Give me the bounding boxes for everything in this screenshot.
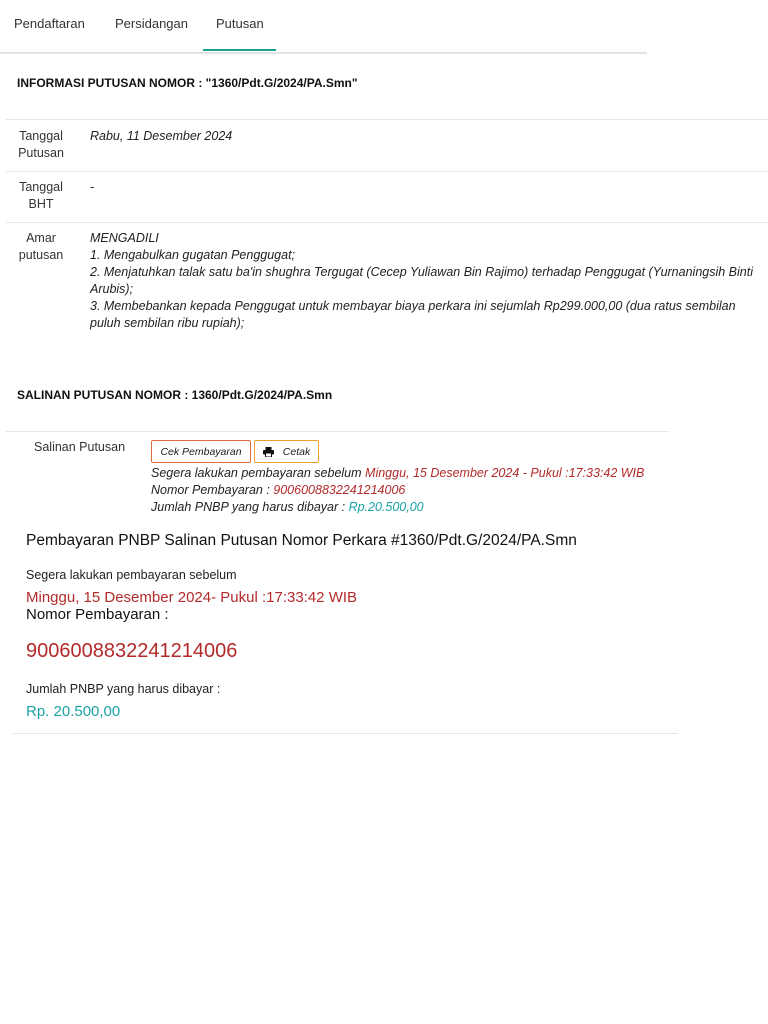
salinan-segera: Segera lakukan pembayaran sebelum Minggu, 15 Desember 2024 - Pukul :17:33:42 WIB bbox=[151, 466, 645, 480]
divider bbox=[6, 431, 669, 432]
salinan-jumlah-value: Rp.20.500,00 bbox=[348, 500, 424, 514]
pembayaran-title: Pembayaran PNBP Salinan Putusan Nomor Perkara #1360/Pdt.G/2024/PA.Smn bbox=[26, 532, 577, 549]
amar-putusan-label: Amar putusan bbox=[18, 231, 64, 262]
pembayaran-deadline: Minggu, 15 Desember 2024- Pukul :17:33:42 WIB bbox=[26, 589, 358, 606]
tab-putusan[interactable]: Putusan bbox=[216, 16, 264, 31]
tab-persidangan[interactable]: Persidangan bbox=[115, 16, 188, 31]
tanggal-putusan-value: Rabu, 11 Desember 2024 bbox=[90, 129, 233, 143]
putusan-heading: INFORMASI PUTUSAN NOMOR : "1360/Pdt.G/2024/PA.Smn" bbox=[17, 76, 358, 90]
salinan-heading: SALINAN PUTUSAN NOMOR : 1360/Pdt.G/2024/PA.Smn bbox=[17, 388, 333, 402]
cek-pembayaran-button[interactable]: Cek Pembayaran bbox=[151, 440, 251, 463]
cetak-button[interactable] bbox=[254, 440, 319, 463]
salinan-jumlah: Jumlah PNBP yang harus dibayar : Rp.20.500,00 bbox=[151, 500, 424, 514]
salinan-nomor: Nomor Pembayaran : 9006008832241214006 bbox=[151, 483, 406, 497]
tanggal-bht-value: - bbox=[90, 180, 95, 194]
tab-bar bbox=[0, 0, 647, 54]
pembayaran-nomor-label: Nomor Pembayaran : bbox=[26, 606, 169, 623]
printer-icon bbox=[263, 447, 274, 457]
pembayaran-nomor-value: 9006008832241214006 bbox=[26, 640, 238, 662]
divider bbox=[6, 171, 768, 172]
tab-pendaftaran[interactable]: Pendaftaran bbox=[14, 16, 85, 31]
tanggal-bht-label: Tanggal BHT bbox=[19, 180, 63, 211]
amar-putusan-value: MENGADILI 1. Mengabulkan gugatan Penggugat; 2. Menjatuhkan talak satu ba'in shughra Tergugat (Cecep Yuliawan Bin Rajimo) terhadap Penggugat (Yurnaningsih Binti Arubis); 3. Membebankan kepada Penggugat untuk membayar biaya perkara ini sejumlah Rp299.000,00 (dua ratus sembilan puluh sembilan ribu rupiah); bbox=[90, 231, 753, 330]
divider bbox=[6, 119, 768, 120]
pembayaran-segera-label: Segera lakukan pembayaran sebelum bbox=[26, 568, 237, 582]
salinan-label: Salinan Putusan bbox=[34, 440, 126, 454]
tanggal-putusan-label: Tanggal Putusan bbox=[18, 129, 64, 160]
salinan-nomor-value: 9006008832241214006 bbox=[273, 483, 406, 497]
divider bbox=[6, 222, 768, 223]
salinan-deadline: Minggu, 15 Desember 2024 - Pukul :17:33:42 WIB bbox=[365, 466, 645, 480]
pembayaran-jumlah-label: Jumlah PNBP yang harus dibayar : bbox=[26, 682, 221, 696]
pembayaran-jumlah-value: Rp. 20.500,00 bbox=[26, 703, 121, 720]
divider bbox=[13, 733, 678, 734]
cetak-label: Cetak bbox=[282, 445, 311, 458]
active-tab-indicator bbox=[203, 49, 276, 51]
